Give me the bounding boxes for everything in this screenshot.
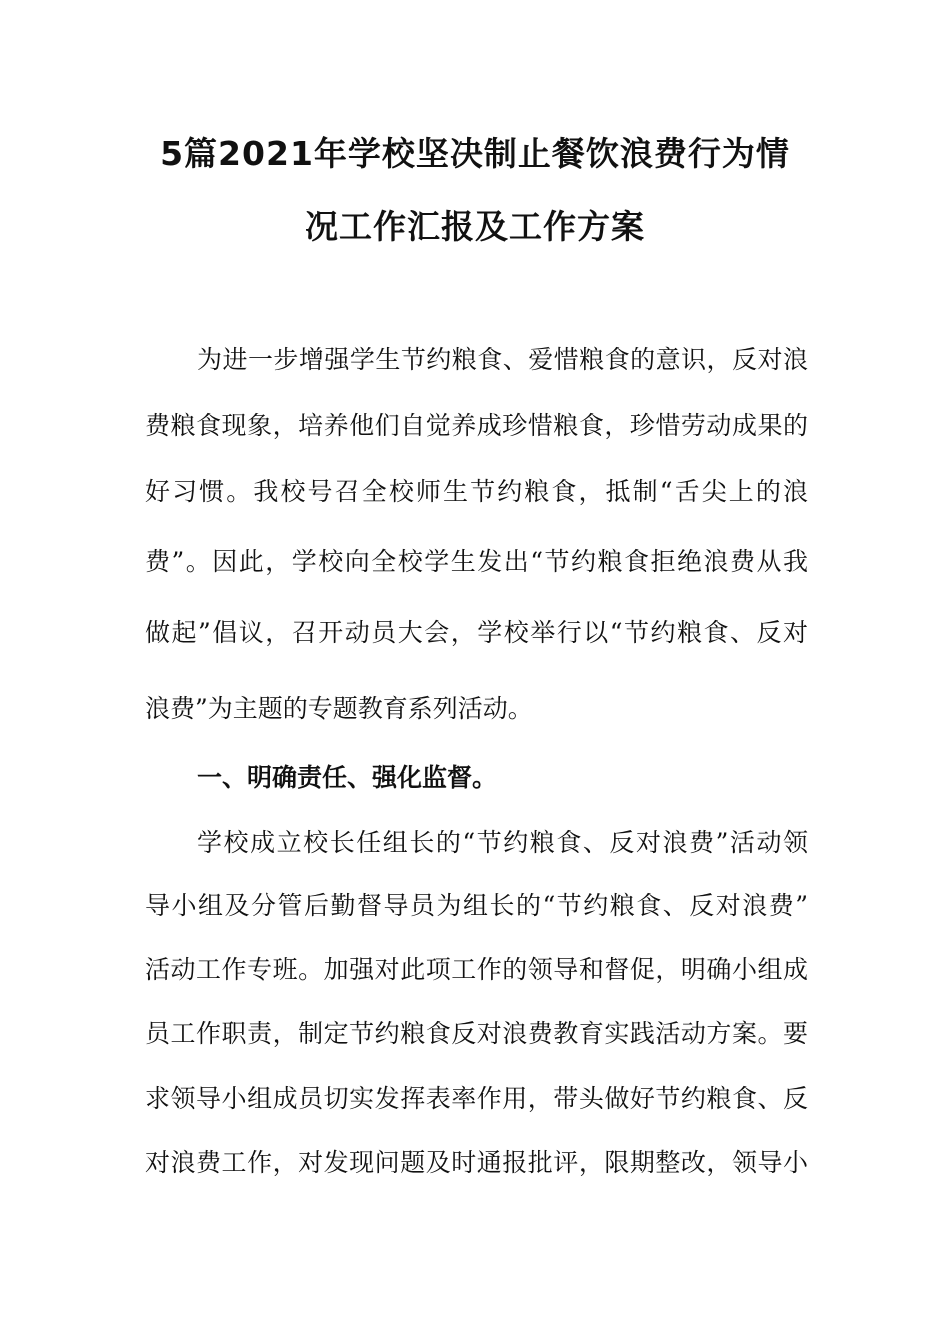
paragraph-2-line: 导小组及分管后勤督导员为组长的“节约粮食、反对浪费” bbox=[145, 891, 808, 920]
paragraph-2-line: 员工作职责，制定节约粮食反对浪费教育实践活动方案。要 bbox=[145, 1019, 808, 1048]
document-title-line-1: 5篇2021年学校坚决制止餐饮浪费行为情 bbox=[160, 134, 790, 173]
paragraph-1-line: 做起”倡议，召开动员大会，学校举行以“节约粮食、反对 bbox=[145, 618, 808, 647]
paragraph-1-line: 费”。因此，学校向全校学生发出“节约粮食拒绝浪费从我 bbox=[145, 547, 808, 576]
paragraph-1-line: 为进一步增强学生节约粮食、爱惜粮食的意识，反对浪 bbox=[197, 345, 808, 374]
paragraph-2-line: 求领导小组成员切实发挥表率作用，带头做好节约粮食、反 bbox=[145, 1084, 808, 1113]
paragraph-1-line: 浪费”为主题的专题教育系列活动。 bbox=[145, 694, 533, 723]
paragraph-2-line: 对浪费工作，对发现问题及时通报批评，限期整改，领导小 bbox=[145, 1148, 808, 1177]
section-heading-1: 一、明确责任、强化监督。 bbox=[197, 763, 498, 792]
paragraph-2-line: 活动工作专班。加强对此项工作的领导和督促，明确小组成 bbox=[145, 955, 808, 984]
document-title-line-2: 况工作汇报及工作方案 bbox=[305, 207, 645, 246]
paragraph-1-line: 费粮食现象，培养他们自觉养成珍惜粮食，珍惜劳动成果的 bbox=[145, 411, 808, 440]
paragraph-1-line: 好习惯。我校号召全校师生节约粮食，抵制“舌尖上的浪 bbox=[145, 477, 808, 506]
paragraph-2-line: 学校成立校长任组长的“节约粮食、反对浪费”活动领 bbox=[197, 828, 808, 857]
